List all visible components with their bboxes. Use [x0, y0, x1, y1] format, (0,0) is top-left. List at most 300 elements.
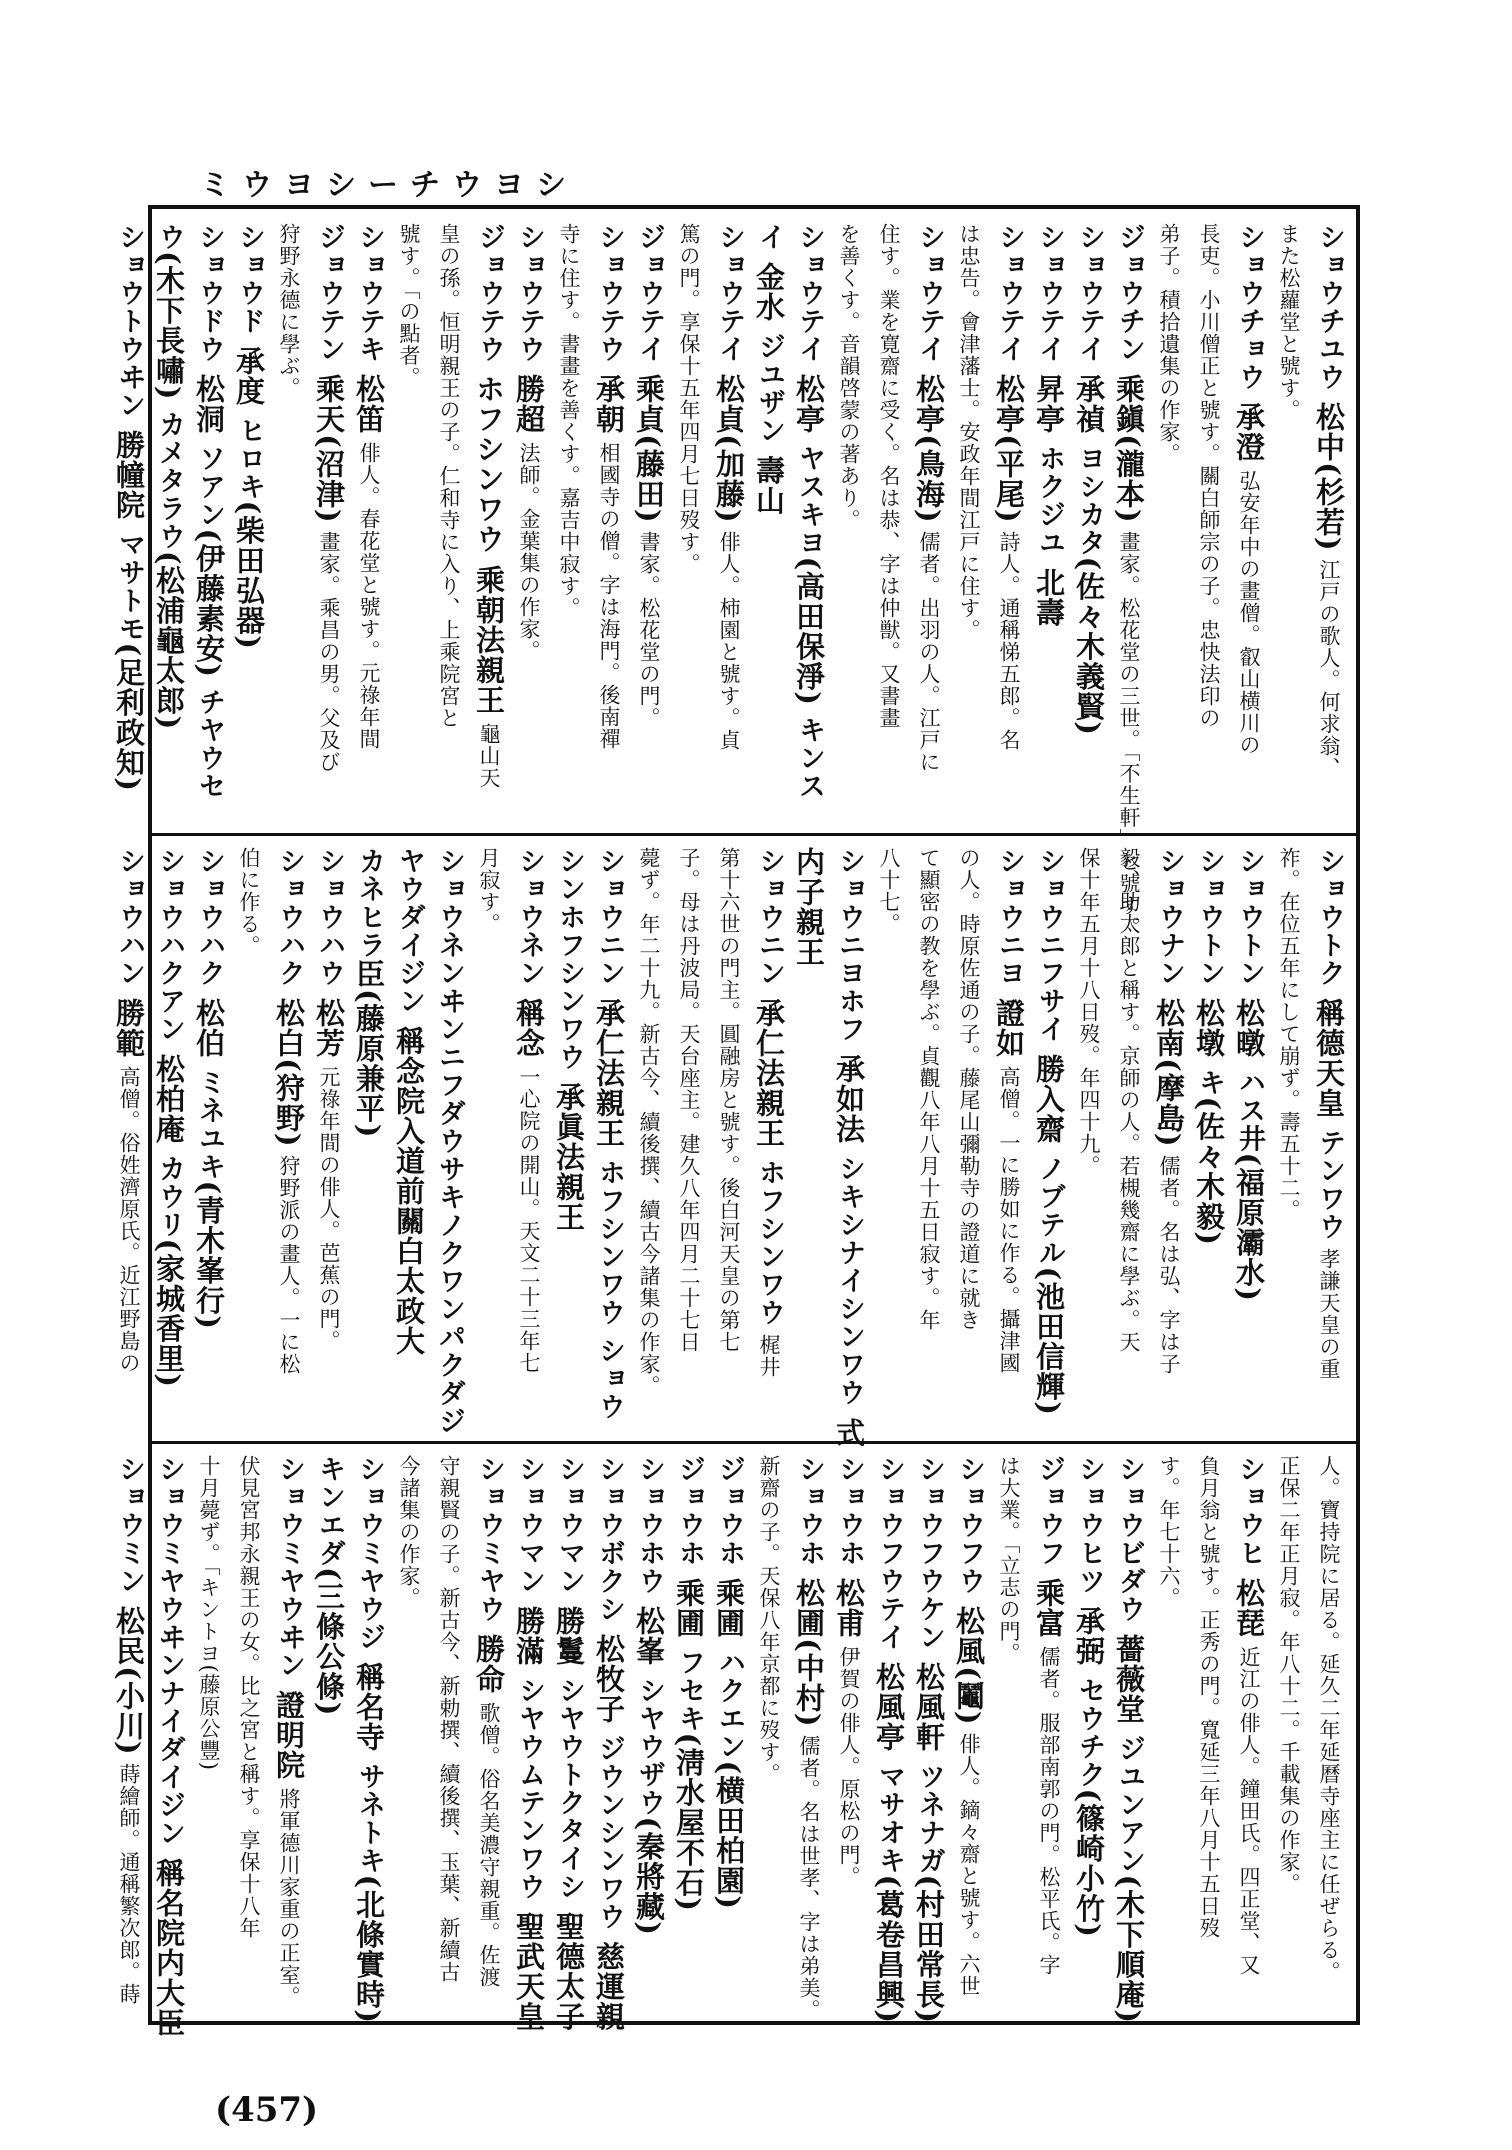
- entry-line: [1192, 223, 1226, 819]
- entry-line: [632, 847, 666, 1427]
- entry-description: 元祿年間の俳人。芭蕉の門。: [317, 1058, 341, 1352]
- entry-name: 松圃(中村): [792, 1567, 826, 1728]
- entry-line: [1272, 1455, 1306, 2007]
- entry-name: 聖德太子: [552, 1900, 586, 2032]
- entry-reading: ヒロキ: [234, 406, 265, 501]
- entry-reading: ショウミヤウジ: [354, 1455, 385, 1651]
- entry-name: 勝命: [472, 1623, 506, 1695]
- entry-line: [552, 223, 586, 819]
- entry-name: 松峯: [632, 1595, 666, 1667]
- entry-line: [832, 1455, 866, 2007]
- entry-line: [1312, 223, 1346, 819]
- entry-description: 江戸の歌人。何求翁、: [1317, 551, 1341, 780]
- entry-line: [112, 223, 146, 819]
- entry-line: [1112, 223, 1146, 939]
- entry-line: [1072, 223, 1106, 819]
- entry-name: (福原灞水): [1232, 1152, 1266, 1302]
- entry-name: (佐々木義賢): [1072, 556, 1106, 736]
- entry-reading: ジョウホ: [714, 1455, 745, 1567]
- entry-description: 今諸集の作家。: [397, 1455, 421, 1609]
- entry-reading: ショウニン: [594, 847, 625, 987]
- entry-line: [712, 223, 746, 819]
- entry-line: [752, 223, 786, 819]
- entry-reading: ノブテル: [1034, 1144, 1065, 1267]
- entry-reading: ショウテウ: [594, 223, 625, 363]
- entry-reading: ショウハク: [194, 847, 225, 987]
- entry-reading: カウリ: [154, 1144, 185, 1239]
- entry-reading: ショウハウ: [314, 847, 345, 987]
- entry-reading: ショウチユウ: [1314, 223, 1345, 391]
- entry-description: は忠告。會津藩士。安政年間江戸に住す。: [957, 223, 981, 641]
- entry-description: 八十七。: [877, 847, 901, 935]
- entry-name: (三條公條): [312, 1567, 346, 1717]
- entry-name: 壽山: [752, 444, 786, 516]
- entry-line: [752, 847, 786, 1427]
- entry-reading: ショウトン: [1234, 847, 1265, 987]
- entry-name: 松南(摩島): [1152, 987, 1186, 1148]
- entry-line: [952, 223, 986, 819]
- entry-line: [312, 847, 346, 1427]
- entry-line: [592, 1455, 626, 2032]
- entry-name: 松柏庵: [152, 1043, 186, 1145]
- entry-line: [1152, 847, 1186, 1427]
- entry-line: [272, 223, 306, 819]
- entry-line: [1272, 223, 1306, 819]
- entry-line: [392, 223, 426, 819]
- entry-reading: カメタラウ: [154, 400, 185, 551]
- entry-line: [1032, 847, 1066, 1427]
- entry-name: (伊藤素安): [192, 528, 226, 678]
- entry-reading: ショウホウ: [634, 1455, 665, 1595]
- entry-line: [952, 1455, 986, 2007]
- entry-description: 祚。在位五年にして崩ず。壽五十二。: [1277, 847, 1301, 1221]
- entry-line: [832, 847, 866, 1448]
- entry-description: 高僧。一に勝如に作る。攝津國: [997, 1058, 1021, 1374]
- entry-line: [1232, 1455, 1266, 2007]
- entry-name: 承弼: [1072, 1595, 1106, 1667]
- entry-reading: ジョウテイ: [634, 223, 665, 363]
- entry-reading: セウチク: [1074, 1666, 1105, 1789]
- entry-description: 歌僧。俗名美濃守親重。佐渡: [477, 1694, 501, 1988]
- entry-name: 松牧子: [592, 1623, 626, 1725]
- entry-description: 狩野永德に學ぶ。: [277, 223, 301, 399]
- entry-line: [1312, 847, 1346, 1427]
- entry-description: 俳人。柿園と號す。貞: [717, 523, 741, 752]
- entry-line: [792, 847, 826, 1427]
- entry-reading: ショウチョウ: [1234, 223, 1265, 391]
- entry-reading: ホクジユ: [1034, 434, 1065, 557]
- entry-description: 長吏。小川僧正と號す。關白師宗の子。忠快法印の: [1197, 223, 1221, 729]
- entry-description: 薨ず。年二十九。新古今、續後撰、續古今諸集の作家。: [637, 847, 661, 1397]
- entry-line: [992, 1455, 1026, 2007]
- entry-description: す。年七十六。: [1157, 1455, 1181, 1609]
- entry-line: [952, 847, 986, 1427]
- entry-reading: シヤウトクタイシ: [554, 1666, 585, 1901]
- entry-line: [592, 847, 626, 1427]
- entry-reading: キ: [1194, 1058, 1225, 1097]
- entry-line: [192, 1455, 226, 2007]
- entry-line: [512, 847, 546, 1427]
- entry-description: 正保二年正月寂。年八十二。千載集の作家。: [1277, 1455, 1301, 1895]
- entry-name: 松伯: [192, 987, 226, 1059]
- entry-name: 承眞法親王: [552, 1071, 586, 1233]
- entry-name: 松民(小川): [112, 1595, 146, 1756]
- entry-description: 新齋の子。天保八年京都に歿す。: [757, 1455, 781, 1785]
- entry-reading: ハス井: [1234, 1058, 1265, 1153]
- entry-name: (青木峯行): [192, 1180, 226, 1330]
- entry-reading: ショウテイ: [914, 223, 945, 363]
- entry-description: 十月薨ず。「キントヨ(藤原公豐): [197, 1455, 221, 1771]
- entry-line: [792, 223, 826, 819]
- entry-name: 承仁法親王: [592, 987, 626, 1149]
- entry-reading: ショウテイ: [714, 223, 745, 363]
- entry-line: [152, 1455, 186, 2039]
- entry-name: 乘貞(藤田): [632, 363, 666, 524]
- entry-name: (横田柏園): [712, 1760, 746, 1910]
- entry-description: 將軍德川家重の正室。: [277, 1780, 301, 2008]
- entry-description: 第十六世の門主。圓融房と號す。後白河天皇の第七: [717, 847, 741, 1353]
- entry-line: [672, 847, 706, 1427]
- entry-line: [152, 223, 186, 819]
- entry-line: [792, 1455, 826, 2022]
- entry-reading: シンホフシンワウ: [554, 847, 585, 1071]
- entry-reading: ショウマン: [514, 1455, 545, 1595]
- entries-bottom: [112, 1455, 1346, 2039]
- page-header: ミウヨシーチウヨシ: [200, 168, 578, 203]
- entry-reading: ショウニヨ: [994, 847, 1025, 987]
- entry-reading: ショウテイ: [1034, 223, 1065, 363]
- entry-description: 一心院の開山。天文二十三年七: [517, 1058, 541, 1374]
- entry-description: 伯に作る。: [237, 847, 261, 957]
- entry-reading: ジョウテン: [314, 223, 345, 363]
- entry-reading: ジョウホ: [674, 1455, 705, 1567]
- entry-name: (秦將藏): [632, 1816, 666, 1936]
- dictionary-frame: [112, 205, 1360, 2039]
- entry-name: (淸水屋不石): [672, 1732, 706, 1912]
- entry-line: [232, 1455, 266, 2007]
- entry-line: [992, 223, 1026, 819]
- entry-name: (家城香里): [152, 1238, 186, 1388]
- entry-reading: ヨシカタ: [1074, 434, 1105, 557]
- entry-line: [112, 847, 146, 1427]
- entry-description: 篤の門。享保十五年四月七日歿す。: [677, 223, 701, 575]
- entry-description: 儒者。名は世孝、字は弟美。: [797, 1727, 821, 2022]
- entry-line: [512, 1455, 546, 2032]
- entry-name: 松風軒: [912, 1651, 946, 1753]
- entry-reading: ショウテキ: [354, 223, 385, 363]
- entry-reading: ショウネンヰンニフダウサキノクワンパクダジ: [434, 847, 465, 1435]
- entry-line: [312, 223, 346, 819]
- entry-description: の人。時原佐通の子。藤尾山彌勒寺の證道に就き: [957, 847, 981, 1331]
- entry-line: [912, 223, 946, 819]
- entry-description: 相國寺の僧。字は海門。後南禪: [597, 434, 621, 750]
- entry-description: 高僧。俗姓濟原氏。近江野島の: [117, 1058, 141, 1374]
- entry-description: 月寂す。: [477, 847, 501, 935]
- entry-line: [752, 1455, 786, 2007]
- entry-reading: ショウマン: [554, 1455, 585, 1595]
- entry-line: [1032, 1455, 1066, 2007]
- entry-line: [352, 1455, 386, 2024]
- entry-name: 薔薇堂: [1112, 1623, 1146, 1725]
- entry-line: [872, 847, 906, 1427]
- entry-line: [232, 847, 266, 1427]
- entry-name: 勝範: [112, 987, 146, 1059]
- entry-name: 承如法: [832, 1043, 866, 1145]
- entry-description: また松蘿堂と號す。: [1277, 223, 1301, 421]
- entry-description: 儒者。服部南郭の門。松平氏。字: [1037, 1638, 1061, 1976]
- entry-name: 松芳: [312, 987, 346, 1059]
- entry-description: 伊賀の俳人。原松の門。: [837, 1638, 861, 1888]
- entry-name: 松風亭: [872, 1651, 906, 1753]
- entry-line: [912, 847, 946, 1427]
- entry-reading: ショウフウ: [954, 1455, 985, 1595]
- entry-description: 蒔繪師。通稱繁次郎。蒔: [117, 1755, 141, 2006]
- entry-reading: ショウテイ: [794, 223, 825, 363]
- entry-name: 乘天(沼津): [312, 363, 346, 524]
- entry-reading: ミネユキ: [194, 1058, 225, 1181]
- entry-reading: シヤウムテンワウ: [514, 1666, 545, 1901]
- entry-reading: ジョウフ: [1034, 1455, 1065, 1567]
- entry-line: [632, 1455, 666, 2007]
- entry-reading: テンワウ: [1314, 1118, 1345, 1241]
- entry-description: 畫家。松花堂の三世。「不生軒」と號す。: [1117, 523, 1141, 939]
- entry-description: 儒者。出羽の人。江戸に: [917, 523, 941, 774]
- entry-name: (高田保淨): [792, 556, 826, 706]
- entry-line: [1312, 1455, 1346, 2007]
- entry-reading: ショウヒ: [1234, 1455, 1265, 1567]
- entry-reading: ショウミン: [114, 1455, 145, 1595]
- entry-reading: ソアン: [194, 434, 225, 529]
- entry-name: 松琵: [1232, 1567, 1266, 1639]
- entry-name: 承度: [232, 335, 266, 407]
- entry-name: 式: [832, 1406, 866, 1448]
- entry-name: 金水: [752, 251, 786, 323]
- entry-description: は大業。「立志の門。: [997, 1455, 1021, 1665]
- entry-line: [392, 847, 426, 1427]
- entry-description: を善くす。音韻啓蒙の著あり。: [837, 223, 861, 531]
- entry-reading: マサオキ: [874, 1752, 905, 1875]
- entry-name: 承朝: [592, 363, 626, 435]
- entry-name: 北壽: [1032, 556, 1066, 628]
- entry-reading: ショウミヤウヰンナイダイジン: [154, 1455, 185, 1847]
- entry-reading: ショウネン: [514, 847, 545, 987]
- entry-name: (足利政知): [112, 642, 146, 792]
- entry-name: 松洞: [192, 363, 226, 435]
- page-number: (457): [215, 2090, 319, 2130]
- entry-line: [712, 847, 746, 1427]
- entry-line: [712, 1455, 746, 2007]
- entry-name: 松亭: [792, 363, 826, 435]
- entry-line: [1112, 847, 1146, 1427]
- entry-name: 乘圃: [712, 1567, 746, 1639]
- entry-line: [432, 1455, 466, 2007]
- entry-name: 勝入齋: [1032, 1043, 1066, 1145]
- entry-reading: ショウビダウ: [1114, 1455, 1145, 1623]
- entry-line: [1232, 847, 1266, 1427]
- entry-name: 松中(杉若): [1312, 391, 1346, 552]
- entry-reading: ショウテイ: [994, 223, 1025, 363]
- entry-reading: ヤスキヨ: [794, 434, 825, 557]
- entry-line: [352, 847, 386, 1427]
- entry-name: 勝幢院: [112, 419, 146, 521]
- entry-name: (篠崎小竹): [1072, 1788, 1106, 1938]
- entry-name: 松笛: [352, 363, 386, 435]
- entry-description: 俳人。鏑々齋と號す。六世: [957, 1725, 981, 1998]
- entries-middle: [112, 847, 1346, 1448]
- entry-reading: ショウニヨホフ: [834, 847, 865, 1043]
- entry-line: [1192, 847, 1226, 1427]
- entry-reading: ショウホ: [794, 1455, 825, 1567]
- entry-description: 保十年五月十八日歿。年四十九。: [1077, 847, 1101, 1177]
- entry-name: 乘朝法親王: [472, 554, 506, 716]
- entry-name: 稱念: [512, 987, 546, 1059]
- entry-line: [872, 223, 906, 819]
- entry-name: 昇亭: [1032, 363, 1066, 435]
- entry-line: [1072, 847, 1106, 1427]
- entry-description: 俳人。春花堂と號す。元祿年間: [357, 434, 381, 750]
- entry-reading: ショウニフサイ: [1034, 847, 1065, 1043]
- entry-name: (藤原兼平): [352, 989, 386, 1139]
- entry-description: 守親賢の子。新古今、新勅撰、續後撰、玉葉、新續古: [437, 1455, 461, 1983]
- entry-name: 乘富: [1032, 1567, 1066, 1639]
- entry-reading: フセキ: [674, 1638, 705, 1733]
- entry-reading: サネトキ: [354, 1752, 385, 1875]
- entry-name: (佐々木毅): [1192, 1096, 1226, 1246]
- entry-reading: ジユザン: [754, 322, 785, 445]
- entry-reading: ショウトク: [1314, 847, 1345, 987]
- entry-name: 松白(狩野): [272, 987, 306, 1148]
- entry-line: [1152, 1455, 1186, 2007]
- entry-line: [472, 223, 506, 819]
- entry-reading: ジウンシンワウ: [594, 1724, 625, 1931]
- entry-description: 弘安年中の畫僧。叡山横川の: [1237, 462, 1261, 756]
- entry-name: 證如: [992, 987, 1026, 1059]
- entry-description: て顯密の教を學ぶ。貞觀八年八月十五日寂す。年: [917, 847, 941, 1331]
- entry-line: [632, 223, 666, 819]
- entry-description: 子。母は丹波局。天台座主。建久八年四月二十七日: [677, 847, 701, 1353]
- entry-reading: ショウテイ: [1074, 223, 1105, 363]
- entry-reading: ショウミヤウ: [474, 1455, 505, 1623]
- entry-line: [552, 1455, 586, 2032]
- entry-line: [912, 1455, 946, 2024]
- entry-name: ホフシンワウ: [472, 363, 506, 555]
- entry-name: 内子親王: [792, 847, 826, 967]
- section-bottom: [112, 1441, 1356, 2039]
- entry-name: 松甫: [832, 1567, 866, 1639]
- entry-description: 龜山天: [477, 715, 501, 789]
- entry-reading: ショウトウヰン: [114, 223, 145, 419]
- entry-reading: ホフシンワウ: [594, 1148, 625, 1327]
- entry-reading: カネヒラ: [354, 847, 385, 959]
- entry-description: 狩野派の畫人。一に松: [277, 1147, 301, 1376]
- entry-name: 臣: [352, 959, 386, 989]
- entry-line: [432, 847, 466, 1435]
- entry-description: 負月翁と號す。正秀の門。寬延三年八月十五日歿: [1197, 1455, 1221, 1939]
- entry-name: 松墩: [1192, 987, 1226, 1059]
- entry-line: [272, 847, 306, 1427]
- entry-name: (松浦龜太郎): [152, 550, 186, 731]
- entry-name: 稱念院入道前關白太政大: [392, 1015, 426, 1357]
- entry-description: 伏見宮邦永親王の女。比之宮と稱す。享保十八年: [237, 1455, 261, 1939]
- entry-name: 松亭(鳥海): [912, 363, 946, 524]
- entry-line: [672, 223, 706, 819]
- entry-line: [192, 223, 226, 819]
- entry-line: [192, 847, 226, 1427]
- entry-reading: シキシナイシンワウ: [834, 1144, 865, 1407]
- entry-description: 法師。金葉集の作家。: [517, 434, 541, 662]
- entry-reading: ショウハクアン: [154, 847, 185, 1043]
- entry-name: 勝超: [512, 363, 546, 435]
- entry-line: [112, 1455, 146, 2007]
- entry-name: 稱名寺: [352, 1651, 386, 1753]
- entry-name: (池田信輝): [1032, 1266, 1066, 1416]
- entry-description: 皇の孫。恒明親王の子。仁和寺に入り、上乘院宮と: [437, 223, 461, 729]
- entry-line: [152, 847, 186, 1427]
- entry-reading: ショウフウケン: [914, 1455, 945, 1651]
- entry-name: (村田常長): [912, 1874, 946, 2024]
- entry-line: [512, 223, 546, 819]
- entry-line: [232, 223, 266, 819]
- entry-name: 證明院: [272, 1679, 306, 1781]
- entry-name: 勝滿: [512, 1595, 546, 1667]
- entry-reading: ヤウダイジン: [394, 847, 425, 1015]
- entry-line: [872, 1455, 906, 2024]
- entry-name: 聖武天皇: [512, 1900, 546, 2032]
- entry-name: 松暾: [1232, 987, 1266, 1059]
- entry-description: 號す。「の點者。: [397, 223, 421, 389]
- entry-reading: ショウ: [594, 1326, 625, 1421]
- entry-description: 儒者。名は弘、字は子: [1157, 1147, 1181, 1376]
- entry-reading: ホフシンワウ: [754, 1148, 785, 1327]
- entry-line: [1112, 1455, 1146, 2024]
- entry-description: 住す。業を寛齋に受く。名は恭、字は仲獣。又書畫: [877, 223, 901, 729]
- entry-description: 毅、助太郎と稱す。京師の人。若槻幾齋に學ぶ。天: [1117, 847, 1141, 1353]
- entry-line: [552, 847, 586, 1427]
- entry-reading: ショウボクシ: [594, 1455, 625, 1623]
- entry-reading: イ: [754, 223, 785, 251]
- entry-name: 乘圃: [672, 1567, 706, 1639]
- entry-description: 梶井: [757, 1326, 781, 1379]
- entry-line: [1232, 223, 1266, 819]
- entry-description: 近江の俳人。鐘田氏。四正堂、又: [1237, 1638, 1261, 1976]
- entry-description: 畫家。乘昌の男。父及び: [317, 523, 341, 774]
- entry-reading: ジョウチン: [1114, 223, 1145, 363]
- entry-reading: ジユンアン: [1114, 1724, 1145, 1875]
- entry-name: 乘鎭(瀧本): [1112, 363, 1146, 524]
- entry-name: 稱德天皇: [1312, 987, 1346, 1119]
- entry-name: 勝鬘: [552, 1595, 586, 1667]
- entry-line: [1272, 847, 1306, 1427]
- entry-reading: ジョウテウ: [474, 223, 505, 363]
- entry-reading: マサトモ: [114, 520, 145, 643]
- entry-reading: ウ: [154, 223, 185, 251]
- entry-line: [1032, 223, 1066, 819]
- entry-reading: キンス: [794, 705, 825, 801]
- section-middle: [112, 833, 1356, 1448]
- entry-reading: ショウヒツ: [1074, 1455, 1105, 1595]
- entry-reading: ショウトン: [1194, 847, 1225, 987]
- entry-line: [832, 223, 866, 819]
- entry-description: 孝謙天皇の重: [1317, 1240, 1341, 1381]
- entry-line: [272, 1455, 306, 2007]
- entry-description: 弟子。積拾遺集の作家。: [1157, 223, 1181, 465]
- entry-name: 松風(鬮): [952, 1595, 986, 1726]
- entry-reading: ショウドウ: [194, 223, 225, 363]
- entry-reading: シヤウザウ: [634, 1666, 665, 1817]
- entry-reading: ショウハク: [274, 847, 305, 987]
- entry-reading: キンエダ: [314, 1455, 345, 1567]
- entry-name: 松亭(平尾): [992, 363, 1026, 524]
